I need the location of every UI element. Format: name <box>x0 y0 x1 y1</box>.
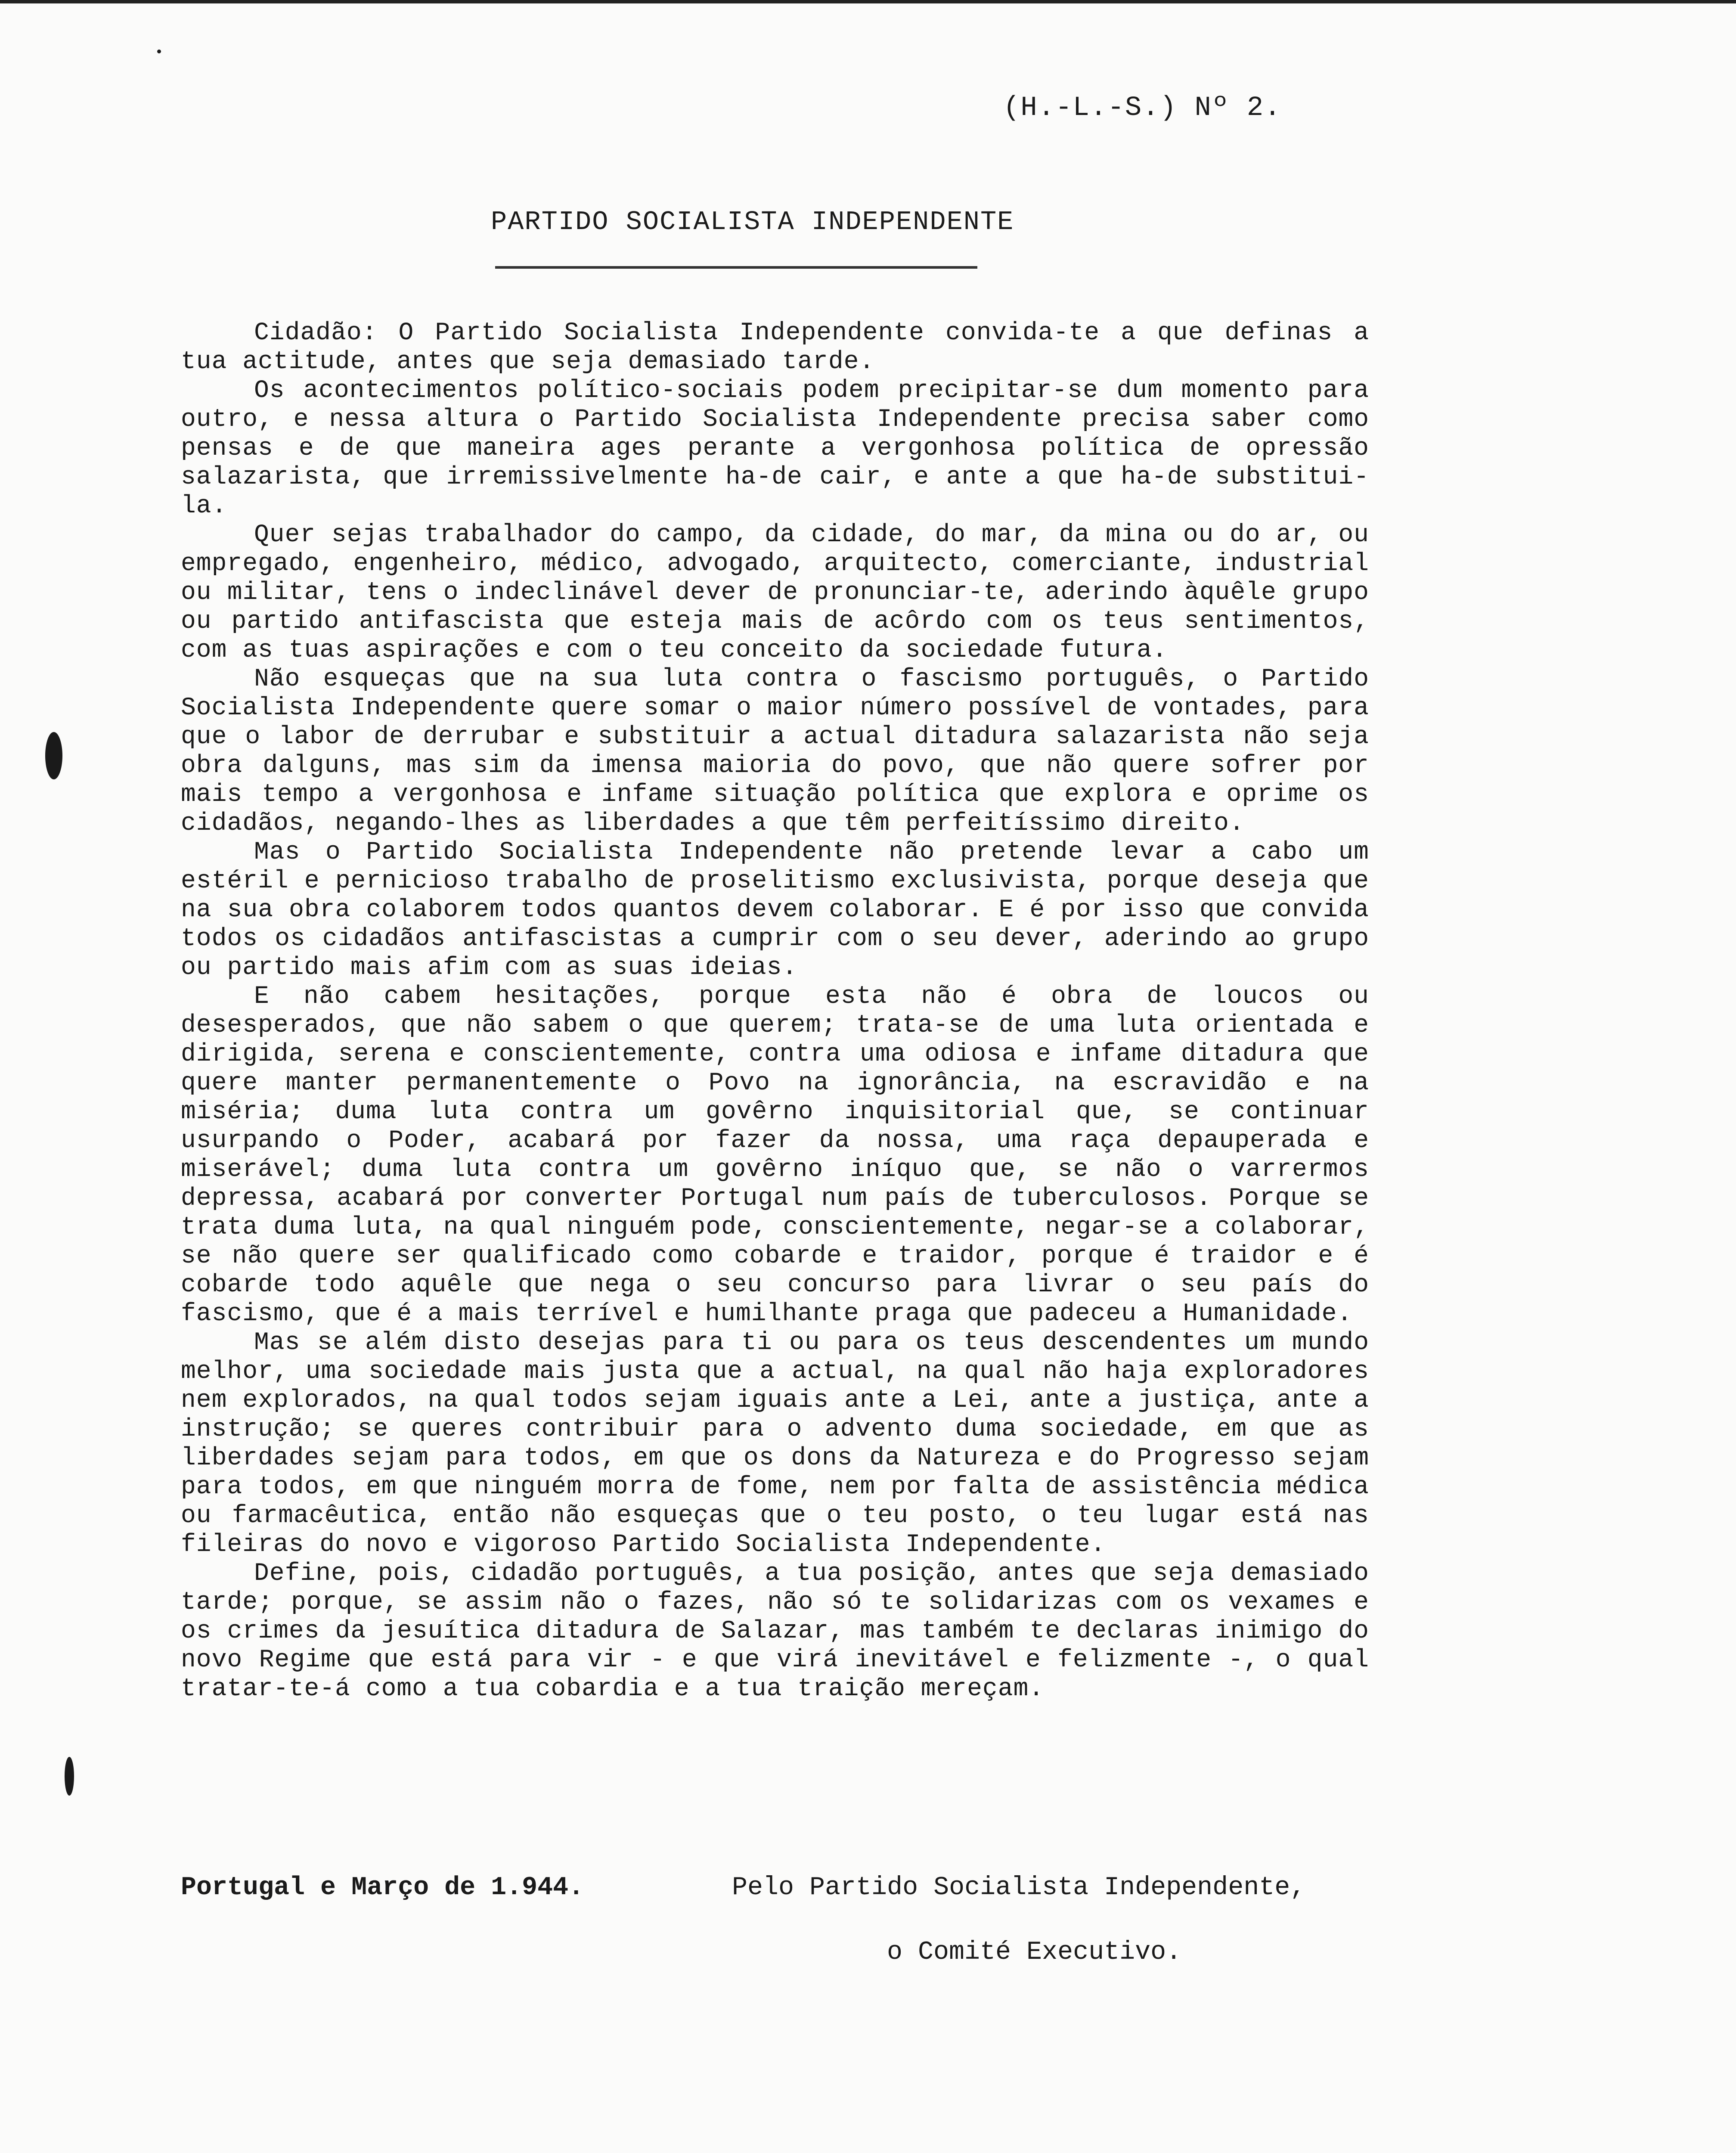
paragraph: Cidadão: O Partido Socialista Independente convida-te a que definas a tua actitude, antes que seja demasiado tarde. <box>181 319 1369 376</box>
paragraph: Quer sejas trabalhador do campo, da cidade, do mar, da mina ou do ar, ou empregado, engenheiro, médico, advogado, arquitecto, comerciante, industrial ou militar, tens o indeclinável dever de pronunciar-te, aderindo àquêle grupo ou partido antifascista que esteja mais de acôrdo com os teus sentimentos, com as tuas aspirações e com o teu conceito da sociedade futura. <box>181 521 1369 664</box>
signature-line: Pelo Partido Socialista Independente, <box>732 1873 1306 1902</box>
paragraph: Define, pois, cidadão português, a tua posição, antes que seja demasiado tarde; porque, se assim não o fazes, não só te solidarizas com os vexames e os crimes da jesuítica ditadura de Salazar, mas também te declaras inimigo do novo Regime que está para vir - e que virá inevitável e felizmente -, o qual tratar-te-á como a tua cobardia e a tua traição mereçam. <box>181 1560 1369 1703</box>
title-underline <box>495 266 977 269</box>
signature-committee: o Comité Executivo. <box>887 1938 1182 1967</box>
paragraph: E não cabem hesitações, porque esta não é obra de loucos ou desesperados, que não sabem o que querem; trata-se de uma luta orientada e dirigida, serena e conscientemente, contra uma odiosa e infame ditadura que quere manter permanentemente o Povo na ignorância, na escravidão e na miséria; duma luta contra um govêrno inquisitorial que, se continuar usurpando o Poder, acabará por fazer da nossa, uma raça depauperada e miserável; duma luta contra um govêrno iníquo que, se não o varrermos depressa, acabará por converter Portugal num país de tuberculosos. Porque se trata duma luta, na qual ninguém pode, conscientemente, negar-se a colaborar, se não quere ser qualificado como cobarde e traidor, porque é traidor e é cobarde todo aquêle que nega o seu concurso para livrar o seu país do fascismo, que é a mais terrível e humilhante praga que padeceu a Humanidade. <box>181 983 1369 1328</box>
ink-blot <box>45 732 62 779</box>
paragraph: Os acontecimentos político-sociais podem precipitar-se dum momento para outro, e nessa altura o Partido Socialista Independente precisa saber como pensas e de que maneira ages perante a vergonhosa política de opressão salazarista, que irremissivelmente ha-de cair, e ante a que ha-de substitui-la. <box>181 377 1369 520</box>
paragraph: Mas o Partido Socialista Independente não pretende levar a cabo um estéril e pernicioso trabalho de proselitismo exclusivista, porque deseja que na sua obra colaborem todos quantos devem colaborar. E é por isso que convida todos os cidadãos antifascistas a cumprir com o seu dever, aderindo ao grupo ou partido mais afim com as suas ideias. <box>181 838 1369 982</box>
paragraph: Mas se além disto desejas para ti ou para os teus descendentes um mundo melhor, uma sociedade mais justa que a actual, na qual não haja exploradores nem explorados, na qual todos sejam iguais ante a Lei, ante a justiça, ante a instrução; se queres contribuir para o advento duma sociedade, em que as liberdades sejam para todos, em que os dons da Natureza e do Progresso sejam para todos, em que ninguém morra de fome, nem por falta de assistência médica ou farmacêutica, então não esqueças que o teu posto, o teu lugar está nas fileiras do novo e vigoroso Partido Socialista Independente. <box>181 1329 1369 1559</box>
document-reference: (H.-L.-S.) Nº 2. <box>1003 93 1282 124</box>
document-body <box>181 319 1369 1703</box>
ink-blot <box>65 1757 74 1796</box>
document-title: PARTIDO SOCIALISTA INDEPENDENTE <box>491 207 1014 237</box>
ink-dot <box>157 50 161 53</box>
top-edge-line <box>0 0 1736 3</box>
date-line: Portugal e Março de 1.944. <box>181 1873 584 1902</box>
paragraph: Não esqueças que na sua luta contra o fascismo português, o Partido Socialista Independente quere somar o maior número possível de vontades, para que o labor de derrubar e substituir a actual ditadura salazarista não seja obra dalguns, mas sim da imensa maioria do povo, que não quere sofrer por mais tempo a vergonhosa e infame situação política que explora e oprime os cidadãos, negando-lhes as liberdades a que têm perfeitíssimo direito. <box>181 665 1369 838</box>
